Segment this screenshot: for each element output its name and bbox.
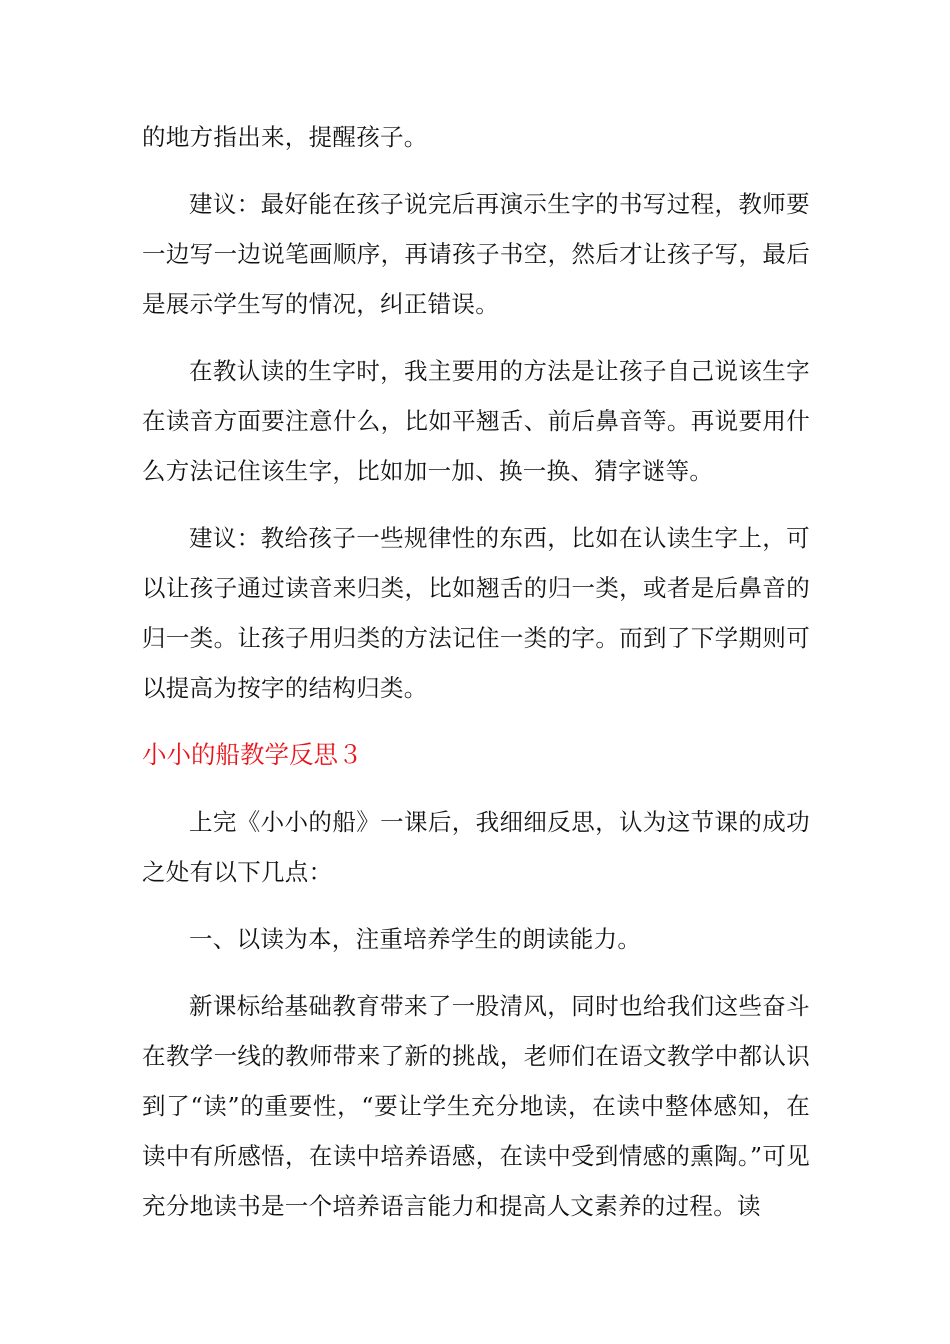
paragraph-curriculum: 新课标给基础教育带来了一股清风，同时也给我们这些奋斗在教学一线的教师带来了新的挑战，老师们在语文教学中都认识到了“读”的重要性，“要让学生充分地读，在读中整体感知，在读中有所感悟，在读中培养语感，在读中受到情感的熏陶。”可见充分地读书是一个培养语言能力和提高人文素养的过程。读 — [142, 992, 810, 1220]
paragraph-point-one: 一、以读为本，注重培养学生的朗读能力。 — [189, 925, 642, 953]
paragraph-suggestion-grouping: 建议：教给孩子一些规律性的东西，比如在认读生字上，可以让孩子通过读音来归类，比如翘舌的归一类，或者是后鼻音的归一类。让孩子用归类的方法记住一类的字。而到了下学期则可以提高为按字的结构归类。 — [142, 524, 810, 702]
section-heading: 小小的船教学反思３ — [142, 740, 363, 769]
paragraph-continuation: 的地方指出来，提醒孩子。 — [142, 123, 428, 151]
paragraph-intro: 上完《小小的船》一课后，我细细反思，认为这节课的成功之处有以下几点： — [142, 808, 810, 886]
paragraph-suggestion-writing: 建议：最好能在孩子说完后再演示生字的书写过程，教师要一边写一边说笔画顺序，再请孩子书空，然后才让孩子写，最后是展示学生写的情况，纠正错误。 — [142, 190, 810, 318]
paragraph-reading-method: 在教认读的生字时，我主要用的方法是让孩子自己说该生字在读音方面要注意什么，比如平翘舌、前后鼻音等。再说要用什么方法记住该生字，比如加一加、换一换、猜字谜等。 — [142, 357, 810, 485]
document-body — [142, 112, 810, 1248]
